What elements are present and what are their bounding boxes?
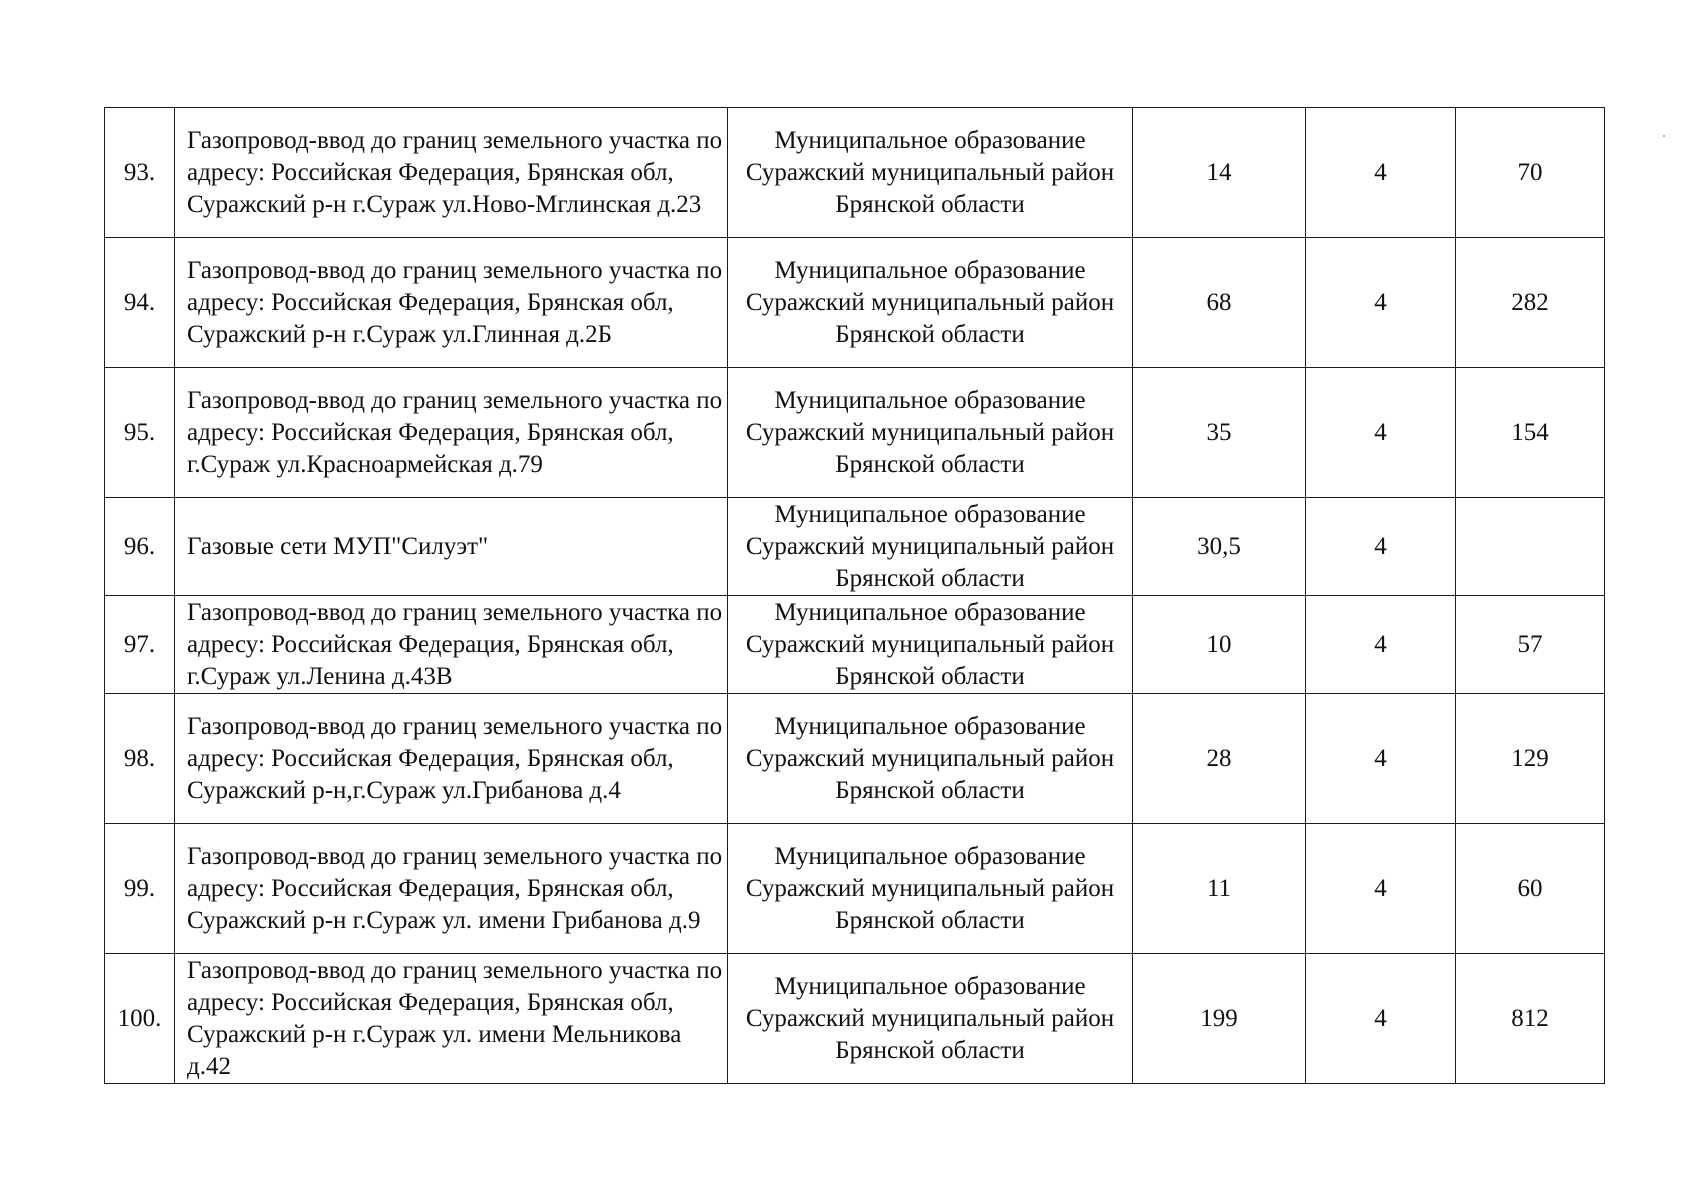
category-value: 4 bbox=[1306, 824, 1456, 954]
row-number: 100. bbox=[105, 954, 175, 1084]
row-number: 96. bbox=[105, 498, 175, 596]
length-value: 10 bbox=[1133, 596, 1306, 694]
table-row bbox=[105, 824, 1605, 954]
property-registry-table bbox=[104, 107, 1605, 1084]
row-number: 97. bbox=[105, 596, 175, 694]
owner-name: Муниципальное образование Суражский муниципальный район Брянской области bbox=[728, 824, 1133, 954]
row-number: 95. bbox=[105, 368, 175, 498]
length-value: 30,5 bbox=[1133, 498, 1306, 596]
object-name: Газопровод-ввод до границ земельного участка по адресу: Российская Федерация, Брянская обл, Суражский р-н г.Сураж ул. имени Мельникова д.42 bbox=[175, 954, 728, 1084]
category-value: 4 bbox=[1306, 596, 1456, 694]
owner-name: Муниципальное образование Суражский муниципальный район Брянской области bbox=[728, 694, 1133, 824]
amount-value: 70 bbox=[1456, 108, 1605, 238]
table-row bbox=[105, 694, 1605, 824]
length-value: 14 bbox=[1133, 108, 1306, 238]
table-row bbox=[105, 498, 1605, 596]
owner-name: Муниципальное образование Суражский муниципальный район Брянской области bbox=[728, 238, 1133, 368]
category-value: 4 bbox=[1306, 954, 1456, 1084]
amount-value: 282 bbox=[1456, 238, 1605, 368]
category-value: 4 bbox=[1306, 498, 1456, 596]
object-name: Газопровод-ввод до границ земельного участка по адресу: Российская Федерация, Брянская обл, Суражский р-н г.Сураж ул.Глинная д.2Б bbox=[175, 238, 728, 368]
table-row bbox=[105, 108, 1605, 238]
amount-value: 154 bbox=[1456, 368, 1605, 498]
object-name: Газовые сети МУП"Силуэт" bbox=[175, 498, 728, 596]
owner-name: Муниципальное образование Суражский муниципальный район Брянской области bbox=[728, 498, 1133, 596]
length-value: 28 bbox=[1133, 694, 1306, 824]
row-number: 98. bbox=[105, 694, 175, 824]
scan-speck bbox=[1663, 135, 1665, 137]
length-value: 35 bbox=[1133, 368, 1306, 498]
owner-name: Муниципальное образование Суражский муниципальный район Брянской области bbox=[728, 108, 1133, 238]
object-name: Газопровод-ввод до границ земельного участка по адресу: Российская Федерация, Брянская обл, Суражский р-н,г.Сураж ул.Грибанова д.4 bbox=[175, 694, 728, 824]
amount-value: 812 bbox=[1456, 954, 1605, 1084]
owner-name: Муниципальное образование Суражский муниципальный район Брянской области bbox=[728, 596, 1133, 694]
category-value: 4 bbox=[1306, 694, 1456, 824]
object-name: Газопровод-ввод до границ земельного участка по адресу: Российская Федерация, Брянская обл, Суражский р-н г.Сураж ул.Ново-Мглинская д.23 bbox=[175, 108, 728, 238]
table-row bbox=[105, 954, 1605, 1084]
row-number: 94. bbox=[105, 238, 175, 368]
category-value: 4 bbox=[1306, 238, 1456, 368]
category-value: 4 bbox=[1306, 108, 1456, 238]
length-value: 11 bbox=[1133, 824, 1306, 954]
table-row bbox=[105, 238, 1605, 368]
length-value: 199 bbox=[1133, 954, 1306, 1084]
amount-value: 129 bbox=[1456, 694, 1605, 824]
row-number: 93. bbox=[105, 108, 175, 238]
owner-name: Муниципальное образование Суражский муниципальный район Брянской области bbox=[728, 368, 1133, 498]
object-name: Газопровод-ввод до границ земельного участка по адресу: Российская Федерация, Брянская обл, Суражский р-н г.Сураж ул. имени Грибанова д.9 bbox=[175, 824, 728, 954]
amount-value: 57 bbox=[1456, 596, 1605, 694]
table-row bbox=[105, 368, 1605, 498]
owner-name: Муниципальное образование Суражский муниципальный район Брянской области bbox=[728, 954, 1133, 1084]
length-value: 68 bbox=[1133, 238, 1306, 368]
amount-value: 60 bbox=[1456, 824, 1605, 954]
row-number: 99. bbox=[105, 824, 175, 954]
category-value: 4 bbox=[1306, 368, 1456, 498]
table-row bbox=[105, 596, 1605, 694]
amount-value bbox=[1456, 498, 1605, 596]
object-name: Газопровод-ввод до границ земельного участка по адресу: Российская Федерация, Брянская обл, г.Сураж ул.Красноармейская д.79 bbox=[175, 368, 728, 498]
object-name: Газопровод-ввод до границ земельного участка по адресу: Российская Федерация, Брянская обл, г.Сураж ул.Ленина д.43В bbox=[175, 596, 728, 694]
